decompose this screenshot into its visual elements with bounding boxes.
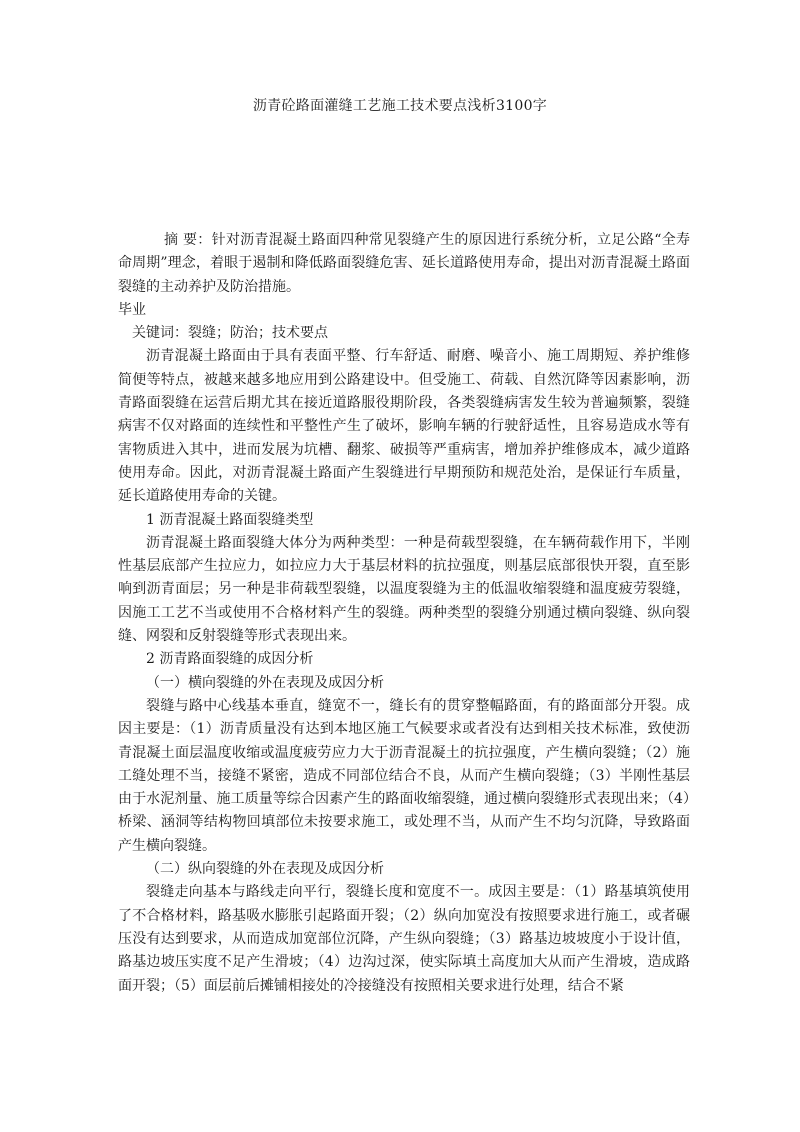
subsection-body-longitudinal: 裂缝走向基本与路线走向平行，裂缝长度和宽度不一。成因主要是：（1）路基填筑使用了不合格材料，路基吸水膨胀引起路面开裂；（2）纵向加宽没有按照要求进行施工，或者碾压没有达到要求，从而造成加宽部位沉降，产生纵向裂缝；（3）路基边坡坡度小于设计值，路基边坡压实度不足产生滑坡；（4）边沟过深，使实际填土高度加大从而产生滑坡，造成路面开裂；（5）面层前后摊铺相接处的冷接缝没有按照相关要求进行处理，结合不紧 xyxy=(118,884,690,994)
subsection-heading-longitudinal: （二）纵向裂缝的外在表现及成因分析 xyxy=(146,861,384,878)
intro-paragraph: 沥青混凝土路面由于具有表面平整、行车舒适、耐磨、噪音小、施工周期短、养护维修简便等特点，被越来越多地应用到公路建设中。但受施工、荷载、自然沉降等因素影响，沥青路面裂缝在运营后期尤其在接近道路服役期阶段，各类裂缝病害发生较为普遍频繁，裂缝病害不仅对路面的连续性和平整性产生了破坏，影响车辆的行驶舒适性，且容易造成水等有害物质进入其中，进而发展为坑槽、翻浆、破损等严重病害，增加养护维修成本，减少道路使用寿命。因此，对沥青混凝土路面产生裂缝进行早期预防和规范处治，是保证行车质量，延长道路使用寿命的关键。 xyxy=(118,348,690,505)
subsection-heading-transverse: （一）横向裂缝的外在表现及成因分析 xyxy=(146,674,384,691)
keywords-paragraph: 关键词：裂缝；防治；技术要点 xyxy=(132,325,328,342)
section-body-1: 沥青混凝土路面裂缝大体分为两种类型：一种是荷载型裂缝，在车辆荷载作用下，半刚性基层底部产生拉应力，如拉应力大于基层材料的抗拉强度，则基层底部很快开裂，直至影响到沥青面层；另一种是非荷载型裂缝，以温度裂缝为主的低温收缩裂缝和温度疲劳裂缝，因施工工艺不当或使用不合格材料产生的裂缝。两种类型的裂缝分别通过横向裂缝、纵向裂缝、网裂和反射裂缝等形式表现出来。 xyxy=(118,534,690,645)
document-title: 沥青砼路面灌缝工艺施工技术要点浅析3100字 xyxy=(252,98,548,114)
section-heading-1: 1 沥青混凝土路面裂缝类型 xyxy=(146,511,314,528)
abstract-paragraph: 摘 要：针对沥青混凝土路面四种常见裂缝产生的原因进行系统分析，立足公路“全寿命周期”理念，着眼于遏制和降低路面裂缝危害、延长道路使用寿命，提出对沥青混凝土路面裂缝的主动养护及防治措施。 xyxy=(118,232,690,295)
note-text: 毕业 xyxy=(118,301,146,318)
subsection-body-transverse: 裂缝与路中心线基本垂直，缝宽不一，缝长有的贯穿整幅路面，有的路面部分开裂。成因主要是：（1）沥青质量没有达到本地区施工气候要求或者没有达到相关技术标准，致使沥青混凝土面层温度收缩或温度疲劳应力大于沥青混凝土的抗拉强度，产生横向裂缝；（2）施工缝处理不当，接缝不紧密，造成不同部位结合不良，从而产生横向裂缝；（3）半刚性基层由于水泥剂量、施工质量等综合因素产生的路面收缩裂缝，通过横向裂缝形式表现出来；（4）桥梁、涵洞等结构物回填部位未按要求施工，或处理不当，从而产生不均匀沉降，导致路面产生横向裂缝。 xyxy=(118,697,690,854)
section-heading-2: 2 沥青路面裂缝的成因分析 xyxy=(146,651,314,668)
document-body xyxy=(118,229,690,998)
